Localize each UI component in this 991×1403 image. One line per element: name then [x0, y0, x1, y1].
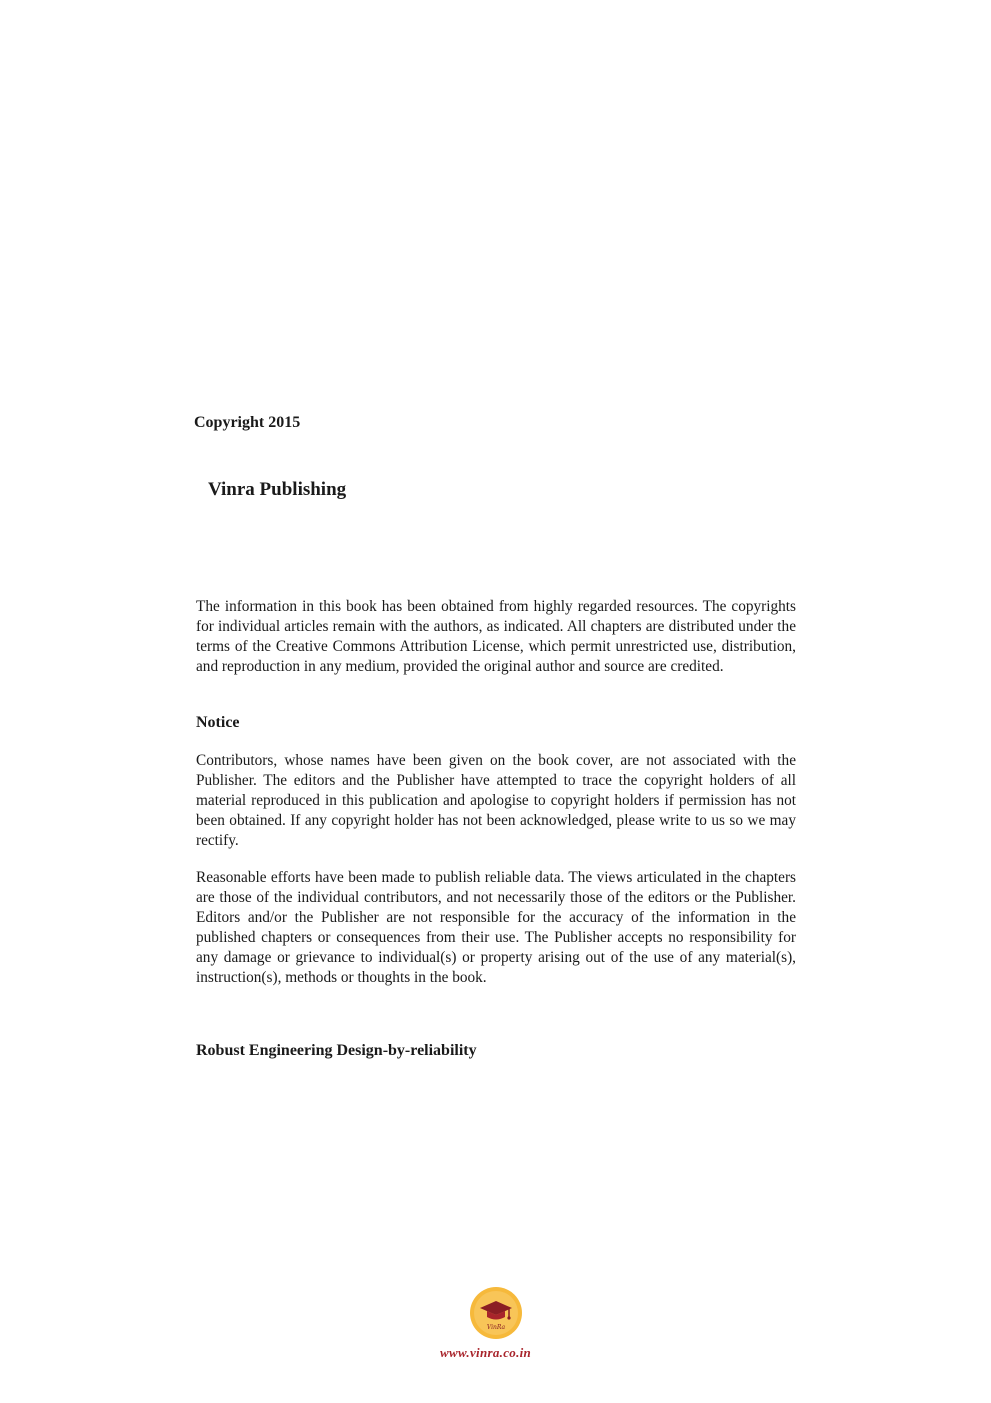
copyright-line: Copyright 2015: [194, 414, 301, 431]
publisher-name: Vinra Publishing: [208, 479, 347, 500]
svg-text:VinRa: VinRa: [486, 1324, 506, 1331]
graduation-cap-icon: [469, 1286, 523, 1340]
website-link[interactable]: www.vinra.co.in: [440, 1345, 532, 1360]
book-title: Robust Engineering Design-by-reliability: [196, 1042, 477, 1059]
license-paragraph: The information in this book has been obtained from highly regarded resources. The copyrights for individual articles remain with the authors, as indicated. All chapters are distributed under the terms of the Creative Commons Attribution License, which permit unrestricted use, distribution, and reproduction in any medium, provided the original author and source are credited.: [196, 598, 796, 675]
publisher-logo: [469, 1286, 523, 1340]
disclaimer-paragraph: Reasonable efforts have been made to publish reliable data. The views articulated in the chapters are those of the individual contributors, and not necessarily those of the editors or the Publisher. Editors and/or the Publisher are not responsible for the accuracy of the information in the published chapters or consequences from their use. The Publisher accepts no responsibility for any damage or grievance to individual(s) or property arising out of the use of any material(s), instruction(s), methods or thoughts in the book.: [196, 869, 796, 986]
contributors-paragraph: Contributors, whose names have been given on the book cover, are not associated with the Publisher. The editors and the Publisher have attempted to trace the copyright holders of all material reproduced in this publication and apologise to copyright holders if permission has not been obtained. If any copyright holder has not been acknowledged, please write to us so we may rectify.: [196, 752, 796, 849]
notice-heading: Notice: [196, 714, 240, 731]
